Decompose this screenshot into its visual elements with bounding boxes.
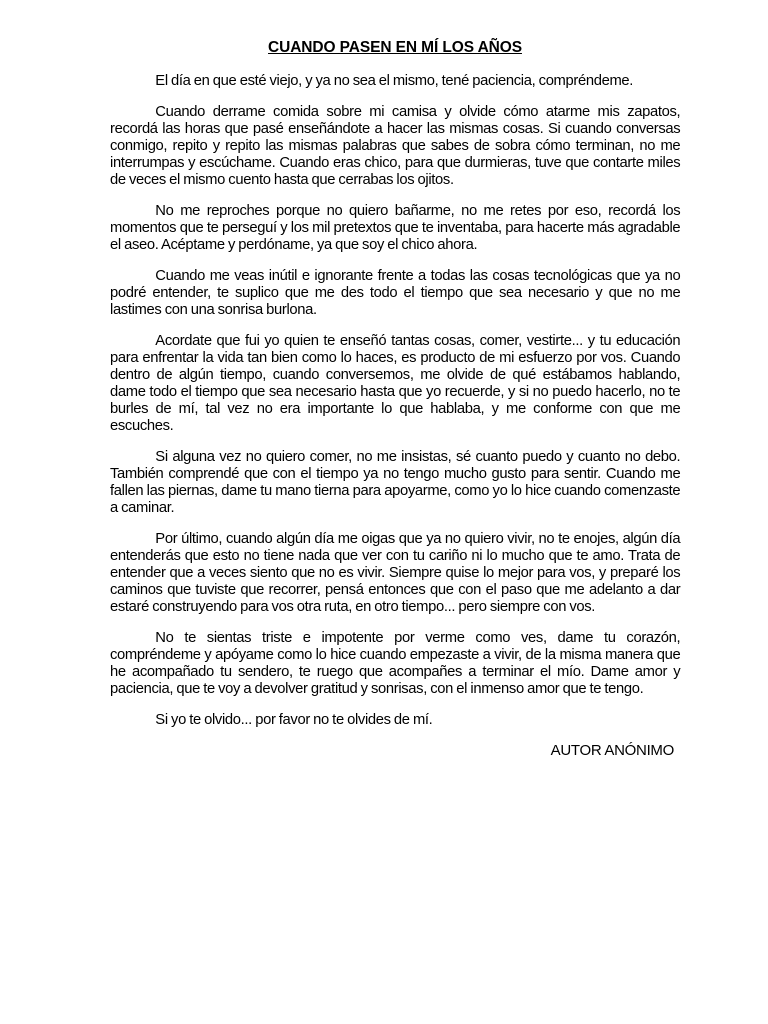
document-page xyxy=(110,38,680,759)
paragraph-9: Si yo te olvido... por favor no te olvides de mí. xyxy=(155,711,433,728)
paragraph-4: Cuando me veas inútil e ignorante frente a todas las cosas tecnológicas que ya no podré entender, te suplico que me des todo el tiempo que sea necesario y que no me lastimes con una sonrisa burlona. xyxy=(110,267,681,318)
author-signature: AUTOR ANÓNIMO xyxy=(550,742,674,759)
paragraph-2: Cuando derrame comida sobre mi camisa y olvide cómo atarme mis zapatos, recordá las horas que pasé enseñándote a hacer las mismas cosas. Si cuando conversas conmigo, repito y repito las mismas palabras que sabes de sobra cómo terminan, no me interrumpas y escúchame. Cuando eras chico, para que durmieras, tuve que contarte miles de veces el mismo cuento hasta que cerrabas los ojitos. xyxy=(110,103,681,188)
paragraph-5: Acordate que fui yo quien te enseñó tantas cosas, comer, vestirte... y tu educación para enfrentar la vida tan bien como lo haces, es producto de mi esfuerzo por vos. Cuando dentro de algún tiempo, cuando conversemos, me olvide de qué estábamos hablando, dame todo el tiempo que sea necesario hasta que yo recuerde, y si no puedo hacerlo, no te burles de mí, tal vez no era importante lo que hablaba, y me conforme con que me escuches. xyxy=(110,332,681,434)
paragraph-1: El día en que esté viejo, y ya no sea el mismo, tené paciencia, compréndeme. xyxy=(155,72,634,89)
paragraph-8: No te sientas triste e impotente por verme como ves, dame tu corazón, compréndeme y apóyame como lo hice cuando empezaste a vivir, de la misma manera que he acompañado tu sendero, te ruego que acompañes a terminar el mío. Dame amor y paciencia, que te voy a devolver gratitud y sonrisas, con el inmenso amor que te tengo. xyxy=(110,629,681,697)
paragraph-7: Por último, cuando algún día me oigas que ya no quiero vivir, no te enojes, algún día entenderás que esto no tiene nada que ver con tu cariño ni lo mucho que te amo. Trata de entender que a veces siento que no es vivir. Siempre quise lo mejor para vos, y preparé los caminos que tuviste que recorrer, pensá entonces que con el paso que me adelanto a dar estaré construyendo para vos otra ruta, en otro tiempo... pero siempre con vos. xyxy=(110,530,681,615)
paragraph-6: Si alguna vez no quiero comer, no me insistas, sé cuanto puedo y cuanto no debo. También comprendé que con el tiempo ya no tengo mucho gusto para sentir. Cuando me fallen las piernas, dame tu mano tierna para apoyarme, como yo lo hice cuando comenzaste a caminar. xyxy=(110,448,681,516)
page-title: CUANDO PASEN EN MÍ LOS AÑOS xyxy=(268,39,522,56)
paragraph-3: No me reproches porque no quiero bañarme, no me retes por eso, recordá los momentos que te perseguí y los mil pretextos que te inventaba, para hacerte más agradable el aseo. Acéptame y perdóname, ya que soy el chico ahora. xyxy=(110,202,681,253)
